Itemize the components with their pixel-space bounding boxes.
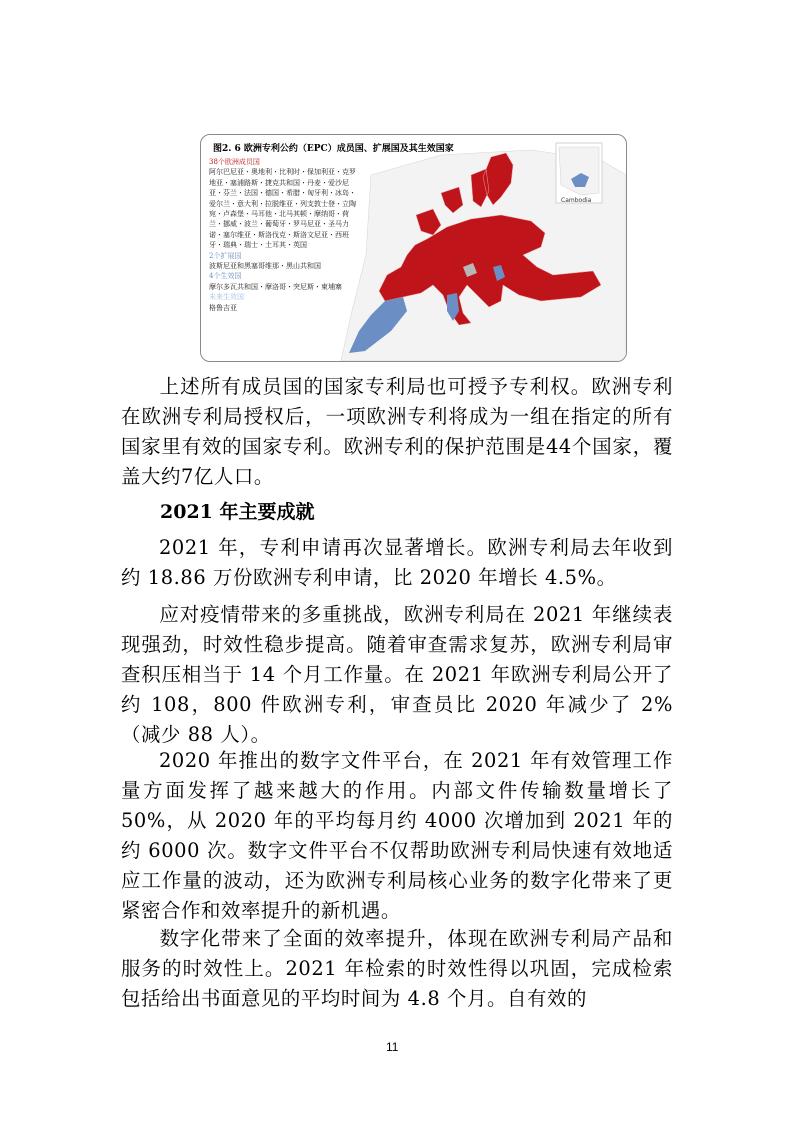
legend-member-header: 38个欧洲成员国 xyxy=(209,158,260,166)
page-number: 11 xyxy=(386,1040,399,1054)
paragraph-4: 2020 年推出的数字文件平台，在 2021 年有效管理工作量方面发挥了越来越大的作用。内部文件传输数量增长了 50%，从 2020 年的平均每月约 4000 次增加到 2021 年的约 6000 次。数字文件平台不仅帮助欧洲专利局快速有效地适应工作量的波动，还为欧洲专利局核心业务的数字化带来了更紧密合作和效率提升的新机遇。 xyxy=(121,749,673,922)
legend-future-header: 未来生效国 xyxy=(209,293,244,302)
map-legend xyxy=(209,157,359,313)
section-heading: 2021 年主要成就 xyxy=(160,501,315,523)
figure-title: 图2. 6 欧洲专利公约（EPC）成员国、扩展国及其生效国家 xyxy=(213,144,454,154)
paragraph-2: 2021 年，专利申请再次显著增长。欧洲专利局去年收到约 18.86 万份欧洲专利申请，比 2020 年增长 4.5%。 xyxy=(121,536,673,589)
legend-extension-header: 2个扩展国 xyxy=(209,251,242,260)
paragraph-1: 上述所有成员国的国家专利局也可授予专利权。欧洲专利在欧洲专利局授权后，一项欧洲专利将成为一组在指定的所有国家里有效的国家专利。欧洲专利的保护范围是44个国家，覆盖大约7亿人口。 xyxy=(121,375,673,488)
legend-extension-list: 波斯尼亚和黑塞哥维那・黑山共和国 xyxy=(209,262,321,271)
legend-future-list: 格鲁吉亚 xyxy=(209,303,237,312)
epc-map-figure xyxy=(200,134,627,362)
legend-member-list: 阿尔巴尼亚・奥地利・比利时・保加利亚・克罗地亚・塞浦路斯・捷克共和国・丹麦・爱沙尼亚・芬兰・法国・德国・希腊・匈牙利・冰岛・爱尔兰・意大利・拉脱维亚・列支敦士登・立陶宛・卢森堡・马耳他・北马其顿・摩纳哥・荷兰・挪威・波兰・葡萄牙・罗马尼亚・圣马力诺・塞尔维亚・斯洛伐克・斯洛文尼亚・西班牙・瑞典・瑞士・土耳其・英国 xyxy=(209,168,356,250)
legend-validation-header: 4个生效国 xyxy=(209,272,242,281)
legend-validation-list: 摩尔多瓦共和国・摩洛哥・突尼斯・柬埔寨 xyxy=(209,282,342,291)
paragraph-3: 应对疫情带来的多重挑战，欧洲专利局在 2021 年继续表现强劲，时效性稳步提高。随着审查需求复苏，欧洲专利局审查积压相当于 14 个月工作量。在 2021 年欧洲专利局公开了约 108，800 件欧洲专利，审查员比 2020 年减少了 2%（减少 88 人）。 xyxy=(121,603,673,746)
paragraph-5: 数字化带来了全面的效率提升，体现在欧洲专利局产品和服务的时效性上。2021 年检索的时效性得以巩固，完成检索包括给出书面意见的平均时间为 4.8 个月。自有效的 xyxy=(121,927,673,1010)
inset-label: Cambodia xyxy=(561,197,592,204)
